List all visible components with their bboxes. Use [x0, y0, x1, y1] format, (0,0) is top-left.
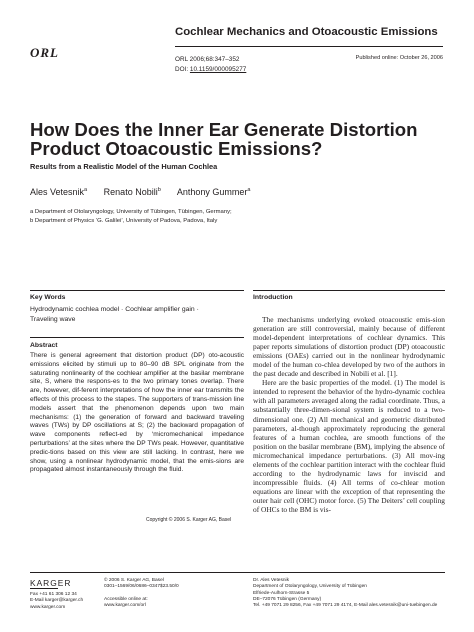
author-affiliation-mark: a — [247, 187, 251, 193]
publication-issn: 0301–1569/06/0686–0347$23.50/0 — [104, 584, 179, 590]
citation: ORL 2006;68:347–352 — [175, 56, 240, 63]
keywords-heading: Key Words — [30, 294, 66, 301]
publisher-contact — [30, 592, 83, 611]
journal-logo: ORL — [30, 45, 59, 60]
publisher-website[interactable]: www.karger.com — [30, 604, 66, 610]
author-name: Anthony Gummer — [176, 187, 248, 197]
publisher-fax: Fax +41 61 306 12 34 — [30, 592, 77, 597]
footer-rule — [30, 572, 445, 573]
keywords-rule — [30, 290, 244, 291]
correspondence-name: Dr. Ales Vetesnik — [253, 578, 289, 583]
publisher-email[interactable]: E-Mail karger@karger.ch — [30, 598, 84, 604]
publication-copyright: © 2006 S. Karger AG, Basel — [104, 578, 164, 583]
keywords-list — [30, 305, 230, 325]
author-name: Ales Vetesnik — [30, 187, 85, 197]
introduction-paragraph: Here are the basic properties of the model. (1) The model is intended to represent the behavior of the hydro-dynamic cochlea with all parameters averaged along the radial coordinate. Thus, a substantially three-dimen-sional system is reduced to a two-dimensional one. (2) All mechanical and geometric distributed parameters, al-though approximately reproducing the general features of a human cochlea, are smooth functions of the position on the basilar membrane (BM), implying the absence of micromechanical impedance perturbations. (3) All mov-ing elements of the cochlear partition interact with the cochlear fluid according to the hydrodynamic laws for inviscid and incompressible fluids. (4) All terms of co-chlear motion equations are linear with the exception of that representing the outer hair cell (OHC) motor force. (5) The Deiters’ cell coupling of OHCs to the BM is vis- — [253, 378, 445, 514]
abstract-rule — [30, 337, 244, 338]
publication-info — [104, 578, 179, 609]
author — [30, 187, 87, 197]
author — [104, 187, 161, 197]
author-affiliation-mark: a — [84, 187, 88, 193]
header-rule — [175, 46, 443, 47]
author-affiliation-mark: b — [157, 187, 161, 193]
affiliation: a Department of Otolaryngology, University of Tübingen, Tübingen, Germany; — [30, 209, 232, 215]
author — [177, 187, 251, 197]
publisher-logo-bar — [30, 588, 58, 589]
journal-title: Cochlear Mechanics and Otoacoustic Emissions — [175, 26, 438, 38]
keywords-line: Hydrodynamic cochlea model · Cochlear amplifier gain · — [30, 306, 199, 313]
doi-prefix: DOI: — [175, 66, 190, 73]
online-access-label: Accessible online at: — [104, 596, 148, 602]
online-access-link[interactable]: www.karger.com/orl — [104, 603, 146, 609]
abstract-heading: Abstract — [30, 342, 58, 349]
published-date: Published online: October 26, 2006 — [355, 55, 443, 61]
citation-block — [175, 55, 246, 75]
correspondence-department: Department of Otolaryngology, University of Tübingen — [253, 584, 367, 590]
correspondence-city: DE–72076 Tübingen (Germany) — [253, 596, 322, 602]
article-subtitle: Results from a Realistic Model of the Human Cochlea — [30, 162, 218, 171]
affiliation: b Department of Physics ‘G. Galilei’, University of Padova, Padova, Italy — [30, 218, 218, 224]
introduction-body — [253, 308, 445, 514]
article-title: How Does the Inner Ear Generate Distortion Product Otoacoustic Emissions? — [30, 119, 418, 159]
correspondence-contact: Tel. +49 7071 29 8256, Fax +49 7071 29 4174, E-Mail ales.vetesnik@uni-tuebingen.de — [253, 603, 438, 609]
author-name: Renato Nobili — [103, 187, 158, 197]
introduction-rule — [253, 290, 445, 291]
correspondence-street: Elfriede-Aulhorn-Strasse 5 — [253, 590, 310, 596]
keywords-line: Traveling wave — [30, 316, 76, 323]
doi-link[interactable]: 10.1159/000095277 — [189, 66, 247, 73]
introduction-heading: Introduction — [253, 294, 293, 301]
publisher-logo: KARGER — [30, 578, 72, 588]
doi-line — [175, 65, 246, 75]
author-list — [30, 187, 265, 197]
correspondence-address — [253, 578, 437, 609]
abstract-body: There is general agreement that distortion product (DP) oto-acoustic emissions elicited by stimuli up to 80–90 dB SPL originate from the saturating nonlinearity of the cochlear amplifier at the basilar membrane site, S, where the respons-es to the two primary tones overlap. There are, however, dif-ferent interpretations of how the inner ear transmits the effects of this process to the stapes. The supporters of trans-mission line models assert that the phenomenon depends upon two main mechanisms: (1) the generation of forward and backward traveling waves (TWs) by DP oscillations at S; (2) the backward propagation of wave components reflect-ed by ‘micromechanical impedance perturbations’ at the sites where the DP TWs peak. However, quantitative predic-tions based on this view are still lacking. In contrast, here we show, using a nonlinear hydrodynamic model, that the emis-sions are propagated almost instantaneously through the fluid. — [30, 352, 244, 474]
copyright-notice: Copyright © 2006 S. Karger AG, Basel — [146, 517, 232, 523]
introduction-paragraph: The mechanisms underlying evoked otoacoustic emis-sion generation are still controversial, mainly because of different model-dependent interpretations of cochlear dynamics. This paper reports simulations of distortion product (DP) otoacoustic emissions (OAEs) carried out in the nonlinear hydrodynamic model of the human co-chlea developed by two of the authors in the past decade and described in Nobili et al. [1]. — [253, 315, 445, 379]
